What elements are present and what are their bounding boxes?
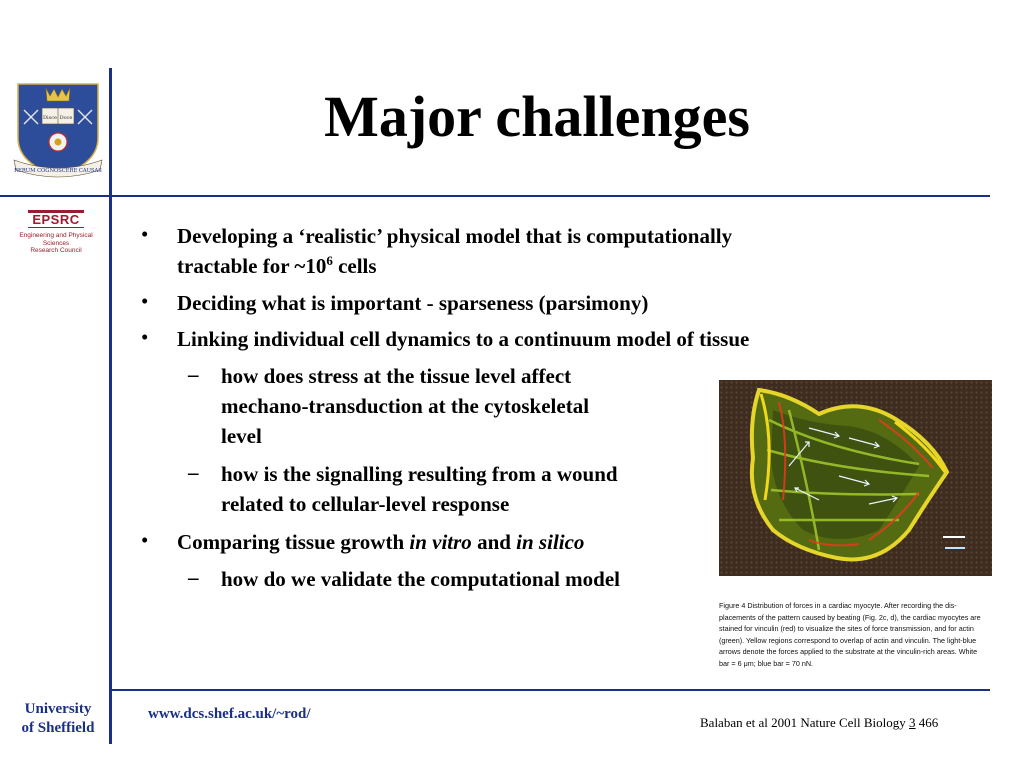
vertical-rule [109, 68, 112, 744]
svg-text:Disce: Disce [43, 115, 57, 121]
sub-bullet-marker: – [188, 362, 199, 386]
svg-text:Doce: Doce [59, 115, 73, 121]
bullet-1 [177, 221, 877, 281]
university-crest-logo [12, 80, 104, 184]
university-name: University of Sheffield [21, 701, 95, 736]
bullet-marker: • [141, 325, 149, 349]
bullet-1-line1: Developing a ‘realistic’ physical model that is computationally [177, 224, 733, 248]
bullet-4: Comparing tissue growth in vitro and in silico [177, 530, 585, 554]
sub-bullet-marker: – [188, 460, 199, 484]
epsrc-logo [6, 210, 106, 254]
figure-caption: Figure 4 Distribution of forces in a cardiac myocyte. After recording the dis- placements of the pattern caused by beating (Fig. 2c, d), the cardiac myocytes are stained for vinculin (red) to visualize the sites of force transmission, and for actin (green). Yellow regions correspond to overlap of actin and vinculin. The light-blue arrows denote the forces applied to the substrate at the vinculin-rich areas. White bar = 6 μm; blue bar = 70 nN. [719, 601, 981, 668]
citation: Balaban et al 2001 Nature Cell Biology 3 466 [700, 715, 939, 730]
epsrc-logo-mark: EPSRC [28, 210, 83, 228]
epsrc-logo-sub2: Research Council [30, 247, 82, 254]
sub-bullet-3-1: how does stress at the tissue level affect mechano-transduction at the cytoskeletal level [221, 364, 590, 448]
bullet-marker: • [141, 528, 149, 552]
cardiac-myocyte-image [719, 380, 992, 576]
bullet-marker: • [141, 222, 149, 246]
footer-url-link[interactable]: www.dcs.shef.ac.uk/~rod/ [148, 706, 311, 722]
footer-rule [112, 689, 990, 691]
epsrc-logo-sub1: Engineering and Physical Sciences [19, 232, 93, 247]
bullet-3: Linking individual cell dynamics to a continuum model of tissue [177, 327, 750, 351]
sub-bullet-4-1: how do we validate the computational model [221, 567, 620, 591]
bullet-1-line2: tractable for $\sim 10^6$ cells [177, 253, 377, 278]
slide-title: Major challenges [324, 84, 750, 149]
bullet-marker: • [141, 289, 149, 313]
bullet-2: Deciding what is important - sparseness (parsimony) [177, 291, 649, 315]
sub-bullet-marker: – [188, 565, 199, 589]
header-rule [0, 195, 990, 197]
svg-text:RERUM COGNOSCERE CAUSAS: RERUM COGNOSCERE CAUSAS [14, 168, 102, 174]
sub-bullet-3-2: how is the signalling resulting from a wound related to cellular-level response [221, 462, 618, 516]
